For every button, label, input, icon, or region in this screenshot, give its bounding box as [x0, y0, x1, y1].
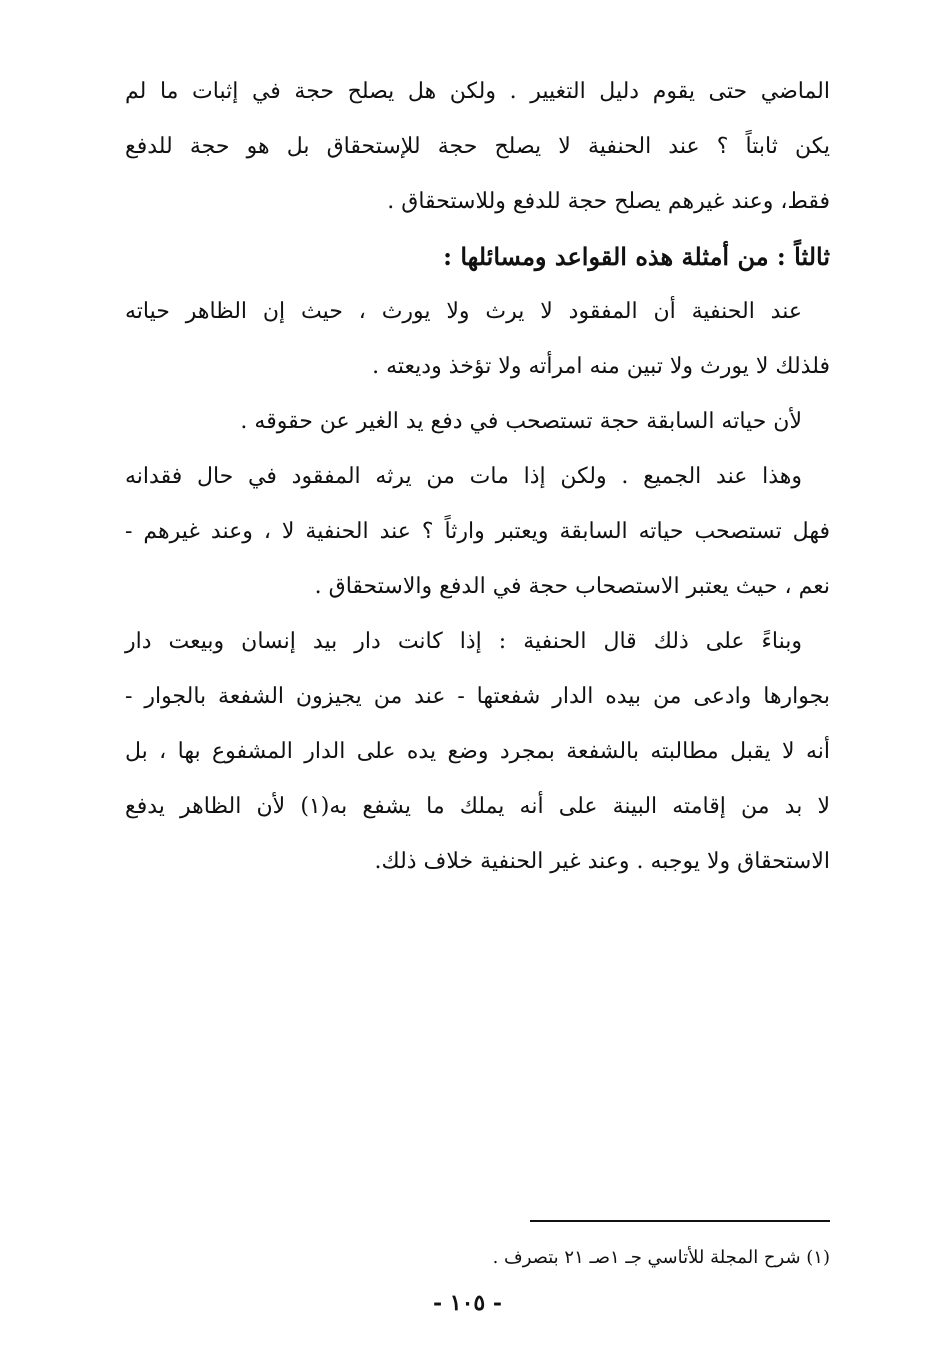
- text-line-14: لا بد من إقامته البينة على أنه يملك ما يشفع به(١) لأن الظاهر يدفع: [125, 794, 831, 819]
- text-line-13: أنه لا يقبل مطالبته بالشفعة بمجرد وضع يده على الدار المشفوع بها ، بل: [125, 739, 830, 764]
- text-line-12: بجوارها وادعى من بيده الدار شفعتها - عند من يجيزون الشفعة بالجوار -: [125, 684, 830, 709]
- text-line-5: عند الحنفية أن المفقود لا يرث ولا يورث ، حيث إن الظاهر حياته: [125, 299, 802, 324]
- text-line-6: فلذلك لا يورث ولا تبين منه امرأته ولا تؤخذ وديعته .: [372, 354, 830, 379]
- section-heading: ثالثاً : من أمثلة هذه القواعد ومسائلها :: [443, 242, 830, 271]
- text-line-15: الاستحقاق ولا يوجبه . وعند غير الحنفية خلاف ذلك.: [374, 849, 830, 874]
- text-line-3: فقط، وعند غيرهم يصلح حجة للدفع وللاستحقاق .: [387, 189, 830, 214]
- text-line-2: يكن ثابتاً ؟ عند الحنفية لا يصلح حجة للإستحقاق بل هو حجة للدفع: [125, 134, 830, 159]
- text-line-9: فهل تستصحب حياته السابقة ويعتبر وارثاً ؟ عند الحنفية لا ، وعند غيرهم -: [125, 519, 830, 544]
- text-line-7: لأن حياته السابقة حجة تستصحب في دفع يد الغير عن حقوقه .: [240, 409, 802, 434]
- footnote-divider: [530, 1220, 830, 1222]
- footnote: (١) شرح المجلة للأتاسي جـ ١صـ ٢١ بتصرف .: [492, 1247, 830, 1268]
- page-number: - ١٠٥ -: [432, 1290, 503, 1316]
- text-line-1: الماضي حتى يقوم دليل التغيير . ولكن هل يصلح حجة في إثبات ما لم: [125, 79, 830, 104]
- text-line-10: نعم ، حيث يعتبر الاستصحاب حجة في الدفع والاستحقاق .: [314, 574, 830, 599]
- text-line-8: وهذا عند الجميع . ولكن إذا مات من يرثه المفقود في حال فقدانه: [125, 464, 802, 489]
- text-line-11: وبناءً على ذلك قال الحنفية : إذا كانت دار بيد إنسان وبيعت دار: [125, 629, 802, 654]
- body-text: [125, 64, 830, 889]
